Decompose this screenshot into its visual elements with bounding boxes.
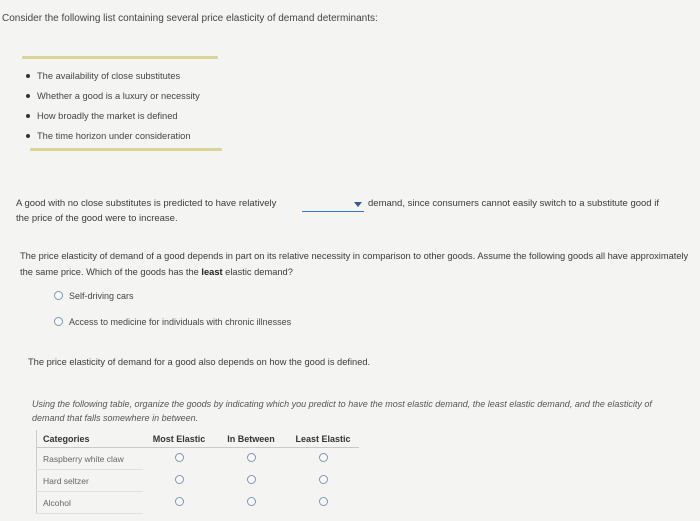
- option-self-driving-cars[interactable]: [54, 291, 134, 301]
- radio-most-elastic[interactable]: [175, 453, 184, 462]
- bullet-icon: [26, 74, 30, 78]
- option-access-to-medicine[interactable]: [54, 317, 291, 327]
- header-most-elastic: Most Elastic: [143, 430, 215, 448]
- radio-least-elastic[interactable]: [319, 453, 328, 462]
- elasticity-table: [36, 430, 359, 514]
- intro-text: Consider the following list containing several price elasticity of demand determinants:: [2, 13, 378, 24]
- question2-text: The price elasticity of demand of a good depends in part on its relative necessity in comparison to other goods. Assume the following goods all have approximately the same price. Which of the goods has the least elastic demand?: [20, 251, 689, 277]
- bottom-divider: [30, 148, 222, 151]
- list-item: Whether a good is a luxury or necessity: [26, 86, 200, 106]
- row-label-raspberry-white-claw: Raspberry white claw: [37, 448, 144, 470]
- table-row: [37, 492, 360, 514]
- radio-button[interactable]: [54, 317, 63, 326]
- bullet-icon: [26, 94, 30, 98]
- radio-least-elastic[interactable]: [319, 475, 328, 484]
- question1-text-start: A good with no close substitutes is predicted to have relatively: [16, 198, 277, 209]
- bullet-icon: [26, 134, 30, 138]
- bullet-icon: [26, 114, 30, 118]
- radio-in-between[interactable]: [247, 453, 256, 462]
- list-item: How broadly the market is defined: [26, 106, 200, 126]
- header-categories: Categories: [37, 430, 144, 448]
- top-divider: [22, 56, 218, 59]
- question3-text: The price elasticity of demand for a good also depends on how the good is defined.: [28, 357, 371, 367]
- table-row: [37, 470, 360, 492]
- elasticity-dropdown[interactable]: [302, 200, 364, 212]
- row-label-alcohol: Alcohol: [37, 492, 144, 514]
- option-label: Access to medicine for individuals with chronic illnesses: [69, 317, 292, 327]
- table-row: [37, 448, 360, 470]
- radio-in-between[interactable]: [247, 497, 256, 506]
- header-in-between: In Between: [215, 430, 287, 448]
- chevron-down-icon: [354, 202, 362, 207]
- list-item: The time horizon under consideration: [26, 126, 200, 146]
- question1-text-line2: the price of the good were to increase.: [16, 213, 178, 224]
- radio-button[interactable]: [54, 291, 63, 300]
- header-least-elastic: Least Elastic: [287, 430, 359, 448]
- row-label-hard-seltzer: Hard seltzer: [37, 470, 144, 492]
- radio-most-elastic[interactable]: [175, 497, 184, 506]
- question4-instructions: Using the following table, organize the goods by indicating which you predict to have the most elastic demand, the least elastic demand, and the elasticity of demand that falls somewhere in between.: [32, 399, 652, 423]
- radio-most-elastic[interactable]: [175, 475, 184, 484]
- emphasis-least: least: [201, 267, 223, 277]
- table-header-row: [37, 430, 360, 448]
- radio-least-elastic[interactable]: [319, 497, 328, 506]
- option-label: Self-driving cars: [69, 291, 134, 301]
- list-item: The availability of close substitutes: [26, 66, 200, 86]
- radio-in-between[interactable]: [247, 475, 256, 484]
- determinants-list: [26, 66, 200, 146]
- question1-text-end: demand, since consumers cannot easily switch to a substitute good if: [368, 198, 659, 209]
